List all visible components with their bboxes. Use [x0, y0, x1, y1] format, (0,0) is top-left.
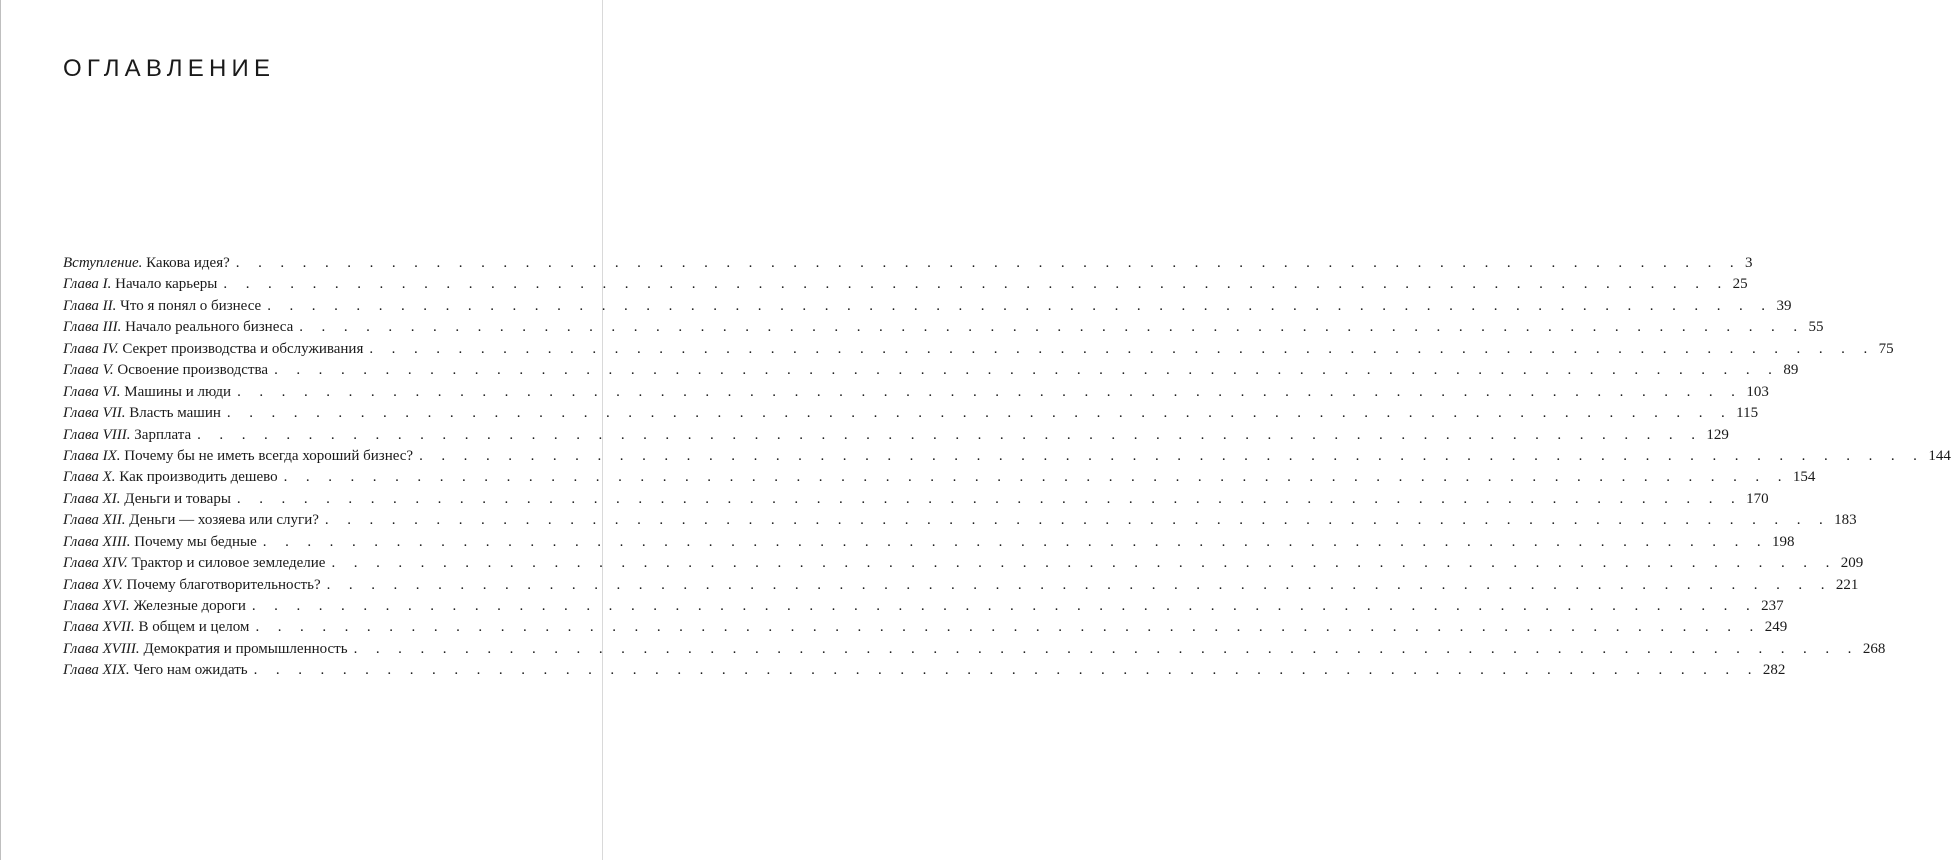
toc-dot-leader: . . . . . . . . . . . . . . . . . . . . . . . . . . . . . . . . . . . . . . . . . . . . . . . . . . . . . . . . . . . . . . . . . . . . — [324, 512, 1831, 529]
toc-entry-page-number: 129 — [1706, 426, 1729, 443]
toc-entry-page-number: 183 — [1834, 512, 1857, 529]
toc-entry-title-group — [63, 425, 191, 446]
toc-entry[interactable] — [63, 403, 1759, 424]
toc-entry-title-group — [63, 446, 413, 467]
toc-entry-label: Глава X. — [63, 469, 116, 486]
toc-entry-page-number: 25 — [1732, 276, 1748, 293]
toc-entry-title-group — [63, 403, 221, 424]
page-title: ОГЛАВЛЕНИЕ — [63, 55, 276, 82]
toc-entry-label: Вступление. — [63, 255, 143, 271]
toc-entry-title-group — [63, 339, 363, 360]
toc-entry-label: Глава II. — [63, 297, 117, 314]
toc-dot-leader: . . . . . . . . . . . . . . . . . . . . . . . . . . . . . . . . . . . . . . . . . . . . . . . . . . . . . . . . . . . . . . . . . . . . — [331, 555, 1837, 572]
toc-entry-label: Глава IV. — [63, 340, 119, 357]
toc-entry-page-number: 221 — [1835, 576, 1859, 593]
toc-entry-title-group — [63, 296, 261, 317]
toc-entry-title: Как производить дешево — [119, 469, 278, 486]
toc-entry-page-number: 170 — [1746, 490, 1769, 507]
toc-entry[interactable] — [63, 639, 1886, 660]
toc-entry-label: Глава XVII. — [63, 619, 135, 636]
toc-entry[interactable] — [63, 532, 1795, 553]
toc-entry[interactable] — [63, 553, 1864, 574]
toc-entry[interactable] — [63, 253, 1753, 274]
toc-entry-label: Глава VIII. — [63, 426, 131, 443]
toc-entry[interactable] — [63, 596, 1784, 617]
toc-entry-title-group — [63, 489, 231, 510]
toc-dot-leader: . . . . . . . . . . . . . . . . . . . . . . . . . . . . . . . . . . . . . . . . . . . . . . . . . . . . . . . . . . . . . . . . . . . . — [253, 662, 1759, 679]
toc-entry-title: Власть машин — [129, 405, 221, 422]
toc-entry-title-group — [63, 596, 246, 617]
toc-entry[interactable] — [63, 446, 1951, 467]
toc-entry[interactable] — [63, 425, 1729, 446]
toc-dot-leader: . . . . . . . . . . . . . . . . . . . . . . . . . . . . . . . . . . . . . . . . . . . . . . . . . . . . . . . . . . . . . . . . . . . . — [237, 383, 1743, 400]
toc-entry-label: Глава XIV. — [63, 555, 128, 572]
toc-entry-title: Машины и люди — [124, 383, 232, 400]
toc-entry-page-number: 115 — [1736, 405, 1759, 422]
toc-entry[interactable] — [63, 317, 1824, 338]
toc-entry-title: Какова идея? — [146, 255, 230, 271]
toc-dot-leader: . . . . . . . . . . . . . . . . . . . . . . . . . . . . . . . . . . . . . . . . . . . . . . . . . . . . . . . . . . . . . . . . . . . . — [299, 319, 1805, 336]
toc-entry-label: Глава XV. — [63, 576, 123, 593]
toc-entry-title-group — [63, 317, 293, 338]
toc-entry[interactable] — [63, 617, 1788, 638]
toc-entry-title: Трактор и силовое земледелие — [131, 555, 326, 572]
toc-dot-leader: . . . . . . . . . . . . . . . . . . . . . . . . . . . . . . . . . . . . . . . . . . . . . . . . . . . . . . . . . . . . . . . . . . . . — [226, 405, 1733, 422]
toc-entry-page-number: 103 — [1746, 383, 1769, 400]
toc-entry-page-number: 198 — [1772, 533, 1795, 550]
toc-entry[interactable] — [63, 489, 1769, 510]
toc-entry-label: Глава III. — [63, 319, 122, 336]
toc-dot-leader: . . . . . . . . . . . . . . . . . . . . . . . . . . . . . . . . . . . . . . . . . . . . . . . . . . . . . . . . . . . . . . . . . . . . — [251, 598, 1758, 614]
toc-dot-leader: . . . . . . . . . . . . . . . . . . . . . . . . . . . . . . . . . . . . . . . . . . . . . . . . . . . . . . . . . . . . . . . . . . . . — [197, 426, 1703, 443]
toc-entry-page-number: 55 — [1808, 319, 1824, 336]
toc-entry-title: Освоение производства — [117, 362, 269, 379]
toc-entry-title-group — [63, 575, 321, 596]
toc-entry[interactable] — [63, 575, 1859, 596]
toc-dot-leader: . . . . . . . . . . . . . . . . . . . . . . . . . . . . . . . . . . . . . . . . . . . . . . . . . . . . . . . . . . . . . . . . . . . . — [223, 276, 1729, 293]
toc-entry-title: Начало карьеры — [115, 276, 218, 293]
toc-entry-title: Что я понял о бизнесе — [120, 297, 262, 314]
toc-entry-page-number: 3 — [1745, 255, 1753, 271]
toc-entry-page-number: 237 — [1761, 598, 1784, 614]
toc-dot-leader: . . . . . . . . . . . . . . . . . . . . . . . . . . . . . . . . . . . . . . . . . . . . . . . . . . . . . . . . . . . . . . . . . . . . — [236, 490, 1743, 507]
toc-entry[interactable] — [63, 660, 1786, 681]
toc-entry-title-group — [63, 617, 249, 638]
toc-dot-leader: . . . . . . . . . . . . . . . . . . . . . . . . . . . . . . . . . . . . . . . . . . . . . . . . . . . . . . . . . . . . . . . . . . . . — [419, 447, 1925, 464]
toc-entry-title: Почему бы не иметь всегда хороший бизнес? — [124, 447, 414, 464]
toc-entry-label: Глава XVIII. — [63, 640, 140, 657]
toc-entry-title-group — [63, 274, 217, 295]
toc-entry-title-group — [63, 639, 348, 660]
toc-dot-leader: . . . . . . . . . . . . . . . . . . . . . . . . . . . . . . . . . . . . . . . . . . . . . . . . . . . . . . . . . . . . . . . . . . . . — [235, 255, 1742, 271]
toc-dot-leader: . . . . . . . . . . . . . . . . . . . . . . . . . . . . . . . . . . . . . . . . . . . . . . . . . . . . . . . . . . . . . . . . . . . . — [267, 297, 1773, 314]
toc-dot-leader: . . . . . . . . . . . . . . . . . . . . . . . . . . . . . . . . . . . . . . . . . . . . . . . . . . . . . . . . . . . . . . . . . . . . — [326, 576, 1832, 593]
toc-entry-title-group — [63, 553, 325, 574]
toc-entry-label: Глава XII. — [63, 512, 126, 529]
toc-entry-title: Секрет производства и обслуживания — [122, 340, 364, 357]
toc-entry[interactable] — [63, 510, 1857, 531]
toc-entry-title: Железные дороги — [133, 598, 246, 614]
toc-entry-label: Глава I. — [63, 276, 112, 293]
toc-entry-page-number: 75 — [1878, 340, 1894, 357]
toc-entry-label: Глава IX. — [63, 447, 121, 464]
toc-entry-title-group — [63, 660, 248, 681]
toc-entry-title-group — [63, 510, 319, 531]
toc-entry-title: Начало реального бизнеса — [125, 319, 294, 336]
toc-entry-page-number: 209 — [1840, 555, 1864, 572]
toc-dot-leader: . . . . . . . . . . . . . . . . . . . . . . . . . . . . . . . . . . . . . . . . . . . . . . . . . . . . . . . . . . . . . . . . . . . . — [283, 469, 1789, 486]
toc-entry-label: Глава V. — [63, 362, 114, 379]
toc-entry[interactable] — [63, 360, 1799, 381]
toc-dot-leader: . . . . . . . . . . . . . . . . . . . . . . . . . . . . . . . . . . . . . . . . . . . . . . . . . . . . . . . . . . . . . . . . . . . . — [369, 340, 1875, 357]
toc-entry-label: Глава VII. — [63, 405, 126, 422]
toc-entry-label: Глава XVI. — [63, 598, 130, 614]
toc-entry-label: Глава XI. — [63, 490, 121, 507]
toc-entry-label: Глава XIII. — [63, 533, 131, 550]
toc-entry-title: Деньги и товары — [124, 490, 231, 507]
toc-entry-title-group — [63, 382, 231, 403]
toc-entry-title: Почему мы бедные — [134, 533, 257, 550]
toc-entry-page-number: 39 — [1776, 297, 1792, 314]
toc-dot-leader: . . . . . . . . . . . . . . . . . . . . . . . . . . . . . . . . . . . . . . . . . . . . . . . . . . . . . . . . . . . . . . . . . . . . — [353, 640, 1859, 657]
toc-entry-title-group — [63, 532, 257, 553]
toc-dot-leader: . . . . . . . . . . . . . . . . . . . . . . . . . . . . . . . . . . . . . . . . . . . . . . . . . . . . . . . . . . . . . . . . . . . . — [274, 362, 1780, 379]
toc-entry-title: В общем и целом — [138, 619, 250, 636]
table-of-contents — [63, 253, 1951, 682]
toc-entry-title-group — [63, 360, 268, 381]
toc-entry-label: Глава VI. — [63, 383, 121, 400]
toc-entry-page-number: 249 — [1764, 619, 1788, 636]
toc-entry[interactable] — [63, 339, 1894, 360]
toc-dot-leader: . . . . . . . . . . . . . . . . . . . . . . . . . . . . . . . . . . . . . . . . . . . . . . . . . . . . . . . . . . . . . . . . . . . . — [255, 619, 1761, 636]
toc-entry-label: Глава XIX. — [63, 662, 130, 679]
toc-entry-title-group — [63, 253, 230, 274]
toc-entry[interactable] — [63, 296, 1792, 317]
toc-entry-title: Деньги — хозяева или слуги? — [129, 512, 319, 529]
toc-entry-page-number: 144 — [1928, 447, 1951, 464]
toc-entry[interactable] — [63, 467, 1816, 488]
toc-entry-title: Почему благотворительность? — [126, 576, 321, 593]
toc-dot-leader: . . . . . . . . . . . . . . . . . . . . . . . . . . . . . . . . . . . . . . . . . . . . . . . . . . . . . . . . . . . . . . . . . . . . — [262, 533, 1769, 550]
toc-entry[interactable] — [63, 382, 1769, 403]
toc-entry[interactable] — [63, 274, 1748, 295]
toc-entry-title: Демократия и промышленность — [143, 640, 348, 657]
toc-entry-title-group — [63, 467, 278, 488]
toc-entry-title: Зарплата — [134, 426, 192, 443]
toc-entry-page-number: 268 — [1862, 640, 1886, 657]
toc-entry-page-number: 154 — [1792, 469, 1816, 486]
toc-entry-title: Чего нам ожидать — [133, 662, 248, 679]
toc-entry-page-number: 282 — [1762, 662, 1786, 679]
toc-entry-page-number: 89 — [1783, 362, 1799, 379]
